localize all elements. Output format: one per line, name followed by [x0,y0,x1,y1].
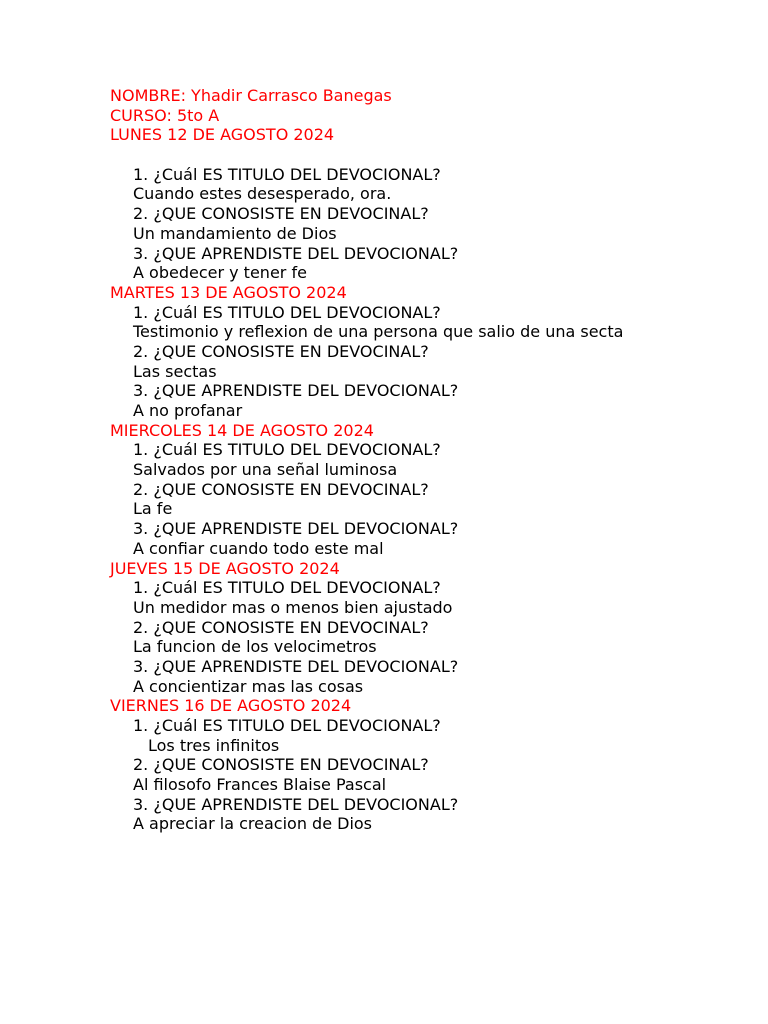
answer-2: Al filosofo Frances Blaise Pascal [133,775,387,795]
question-3: 3. ¿QUE APRENDISTE DEL DEVOCIONAL? [133,381,459,401]
question-1: 1. ¿Cuál ES TITULO DEL DEVOCIONAL? [133,302,441,322]
answer-3: A concientizar mas las cosas [133,676,364,696]
spacer [110,145,768,165]
question-3: 3. ¿QUE APRENDISTE DEL DEVOCIONAL? [133,243,459,263]
question-1: 1. ¿Cuál ES TITULO DEL DEVOCIONAL? [133,440,441,460]
day-heading: MIERCOLES 14 DE AGOSTO 2024 [110,420,374,440]
question-2: 2. ¿QUE CONOSISTE EN DEVOCINAL? [133,204,429,224]
answer-1: Los tres infinitos [148,735,280,755]
day-heading: LUNES 12 DE AGOSTO 2024 [110,125,335,145]
question-1: 1. ¿Cuál ES TITULO DEL DEVOCIONAL? [133,164,441,184]
course: CURSO: 5to A [110,105,220,125]
answer-2: Las sectas [133,361,217,381]
answer-2: Un mandamiento de Dios [133,223,337,243]
question-1: 1. ¿Cuál ES TITULO DEL DEVOCIONAL? [133,578,441,598]
question-3: 3. ¿QUE APRENDISTE DEL DEVOCIONAL? [133,656,459,676]
answer-3: A apreciar la creacion de Dios [133,814,373,834]
question-3: 3. ¿QUE APRENDISTE DEL DEVOCIONAL? [133,794,459,814]
answer-1: Salvados por una señal luminosa [133,460,398,480]
answer-3: A obedecer y tener fe [133,263,307,283]
answer-2: La funcion de los velocimetros [133,637,377,657]
day-heading: JUEVES 15 DE AGOSTO 2024 [110,558,340,578]
answer-3: A no profanar [133,401,243,421]
question-2: 2. ¿QUE CONOSISTE EN DEVOCINAL? [133,617,429,637]
answer-2: La fe [133,499,173,519]
answer-3: A confiar cuando todo este mal [133,538,384,558]
answer-1: Cuando estes desesperado, ora. [133,184,392,204]
question-2: 2. ¿QUE CONOSISTE EN DEVOCINAL? [133,479,429,499]
answer-1: Testimonio y reflexion de una persona que salio de una secta [133,322,624,342]
day-heading: VIERNES 16 DE AGOSTO 2024 [110,696,352,716]
question-1: 1. ¿Cuál ES TITULO DEL DEVOCIONAL? [133,716,441,736]
question-2: 2. ¿QUE CONOSISTE EN DEVOCINAL? [133,755,429,775]
answer-1: Un medidor mas o menos bien ajustado [133,597,453,617]
question-3: 3. ¿QUE APRENDISTE DEL DEVOCIONAL? [133,519,459,539]
question-2: 2. ¿QUE CONOSISTE EN DEVOCINAL? [133,341,429,361]
student-name: NOMBRE: Yhadir Carrasco Banegas [110,86,392,105]
day-heading: MARTES 13 DE AGOSTO 2024 [110,282,347,302]
